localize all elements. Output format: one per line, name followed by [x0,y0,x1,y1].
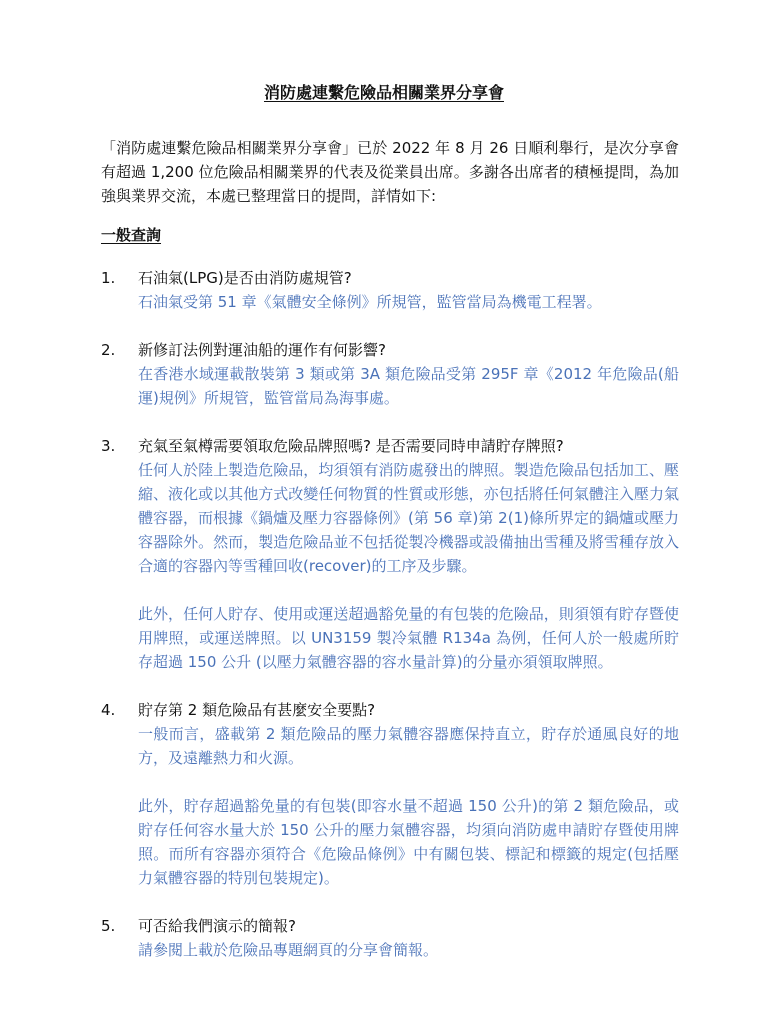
answer-text: 此外，貯存超過豁免量的有包裝(即容水量不超過 150 公升)的第 2 類危險品，或貯存任何容水量大於 150 公升的壓力氣體容器，均須向消防處申請貯存暨使用牌照。而所有容器亦須符合《危險品條例》中有關包裝、標記和標籤的規定(包括壓力氣體容器的特別包裝規定)。 [138,797,679,887]
answer-text: 石油氣受第 51 章《氣體安全條例》所規管，監管當局為機電工程署。 [138,293,602,311]
qa-item-1 [101,266,679,314]
document-title: 消防處連繫危險品相關業界分享會 [263,83,504,102]
answer-text: 任何人於陸上製造危險品，均須領有消防處發出的牌照。製造危險品包括加工、壓縮、液化或以其他方式改變任何物質的性質或形態，亦包括將任何氣體注入壓力氣體容器，而根據《鍋爐及壓力容器條例》(第 56 章)第 2(1)條所界定的鍋爐或壓力容器除外。然而，製造危險品並不包括從製冷機器或設備抽出雪種及將雪種存放入合適的容器內等雪種回收(recover)的工序及步驟。 [138,461,679,575]
qa-number: 3. [101,437,116,455]
question-text: 貯存第 2 類危險品有甚麼安全要點? [138,701,376,719]
answer-text: 一般而言，盛載第 2 類危險品的壓力氣體容器應保持直立，貯存於通風良好的地方，及遠離熱力和火源。 [138,725,679,767]
question-text: 石油氣(LPG)是否由消防處規管? [138,269,352,287]
question-text: 充氣至氣樽需要領取危險品牌照嗎? 是否需要同時申請貯存牌照? [138,437,564,455]
qa-item-3 [101,434,679,674]
qa-list [101,266,679,986]
qa-number: 5. [101,917,116,935]
intro-paragraph: 「消防處連繫危險品相關業界分享會」已於 2022 年 8 月 26 日順利舉行，是次分享會有超過 1,200 位危險品相關業界的代表及從業員出席。多謝各出席者的積極提問，為加強與業界交流，本處已整理當日的提問，詳情如下: [101,139,679,205]
qa-item-4 [101,698,679,890]
question-text: 新修訂法例對運油船的運作有何影響? [138,341,386,359]
qa-item-2 [101,338,679,410]
answer-text: 請參閱上載於危險品專題網頁的分享會簡報。 [138,941,439,959]
question-text: 可否給我們演示的簡報? [138,917,296,935]
qa-number: 4. [101,701,116,719]
qa-number: 2. [101,341,116,359]
answer-text: 此外，任何人貯存、使用或運送超過豁免量的有包裝的危險品，則須領有貯存暨使用牌照，或運送牌照。以 UN3159 製冷氣體 R134a 為例，任何人於一般處所貯存超過 150 公升 (以壓力氣體容器的容水量計算)的分量亦須領取牌照。 [138,605,679,671]
section-heading-general-enquiries: 一般查詢 [101,226,162,244]
qa-item-5 [101,914,679,962]
answer-text: 在香港水域運載散裝第 3 類或第 3A 類危險品受第 295F 章《2012 年危險品(船運)規例》所規管，監管當局為海事處。 [138,365,679,407]
qa-number: 1. [101,269,116,287]
